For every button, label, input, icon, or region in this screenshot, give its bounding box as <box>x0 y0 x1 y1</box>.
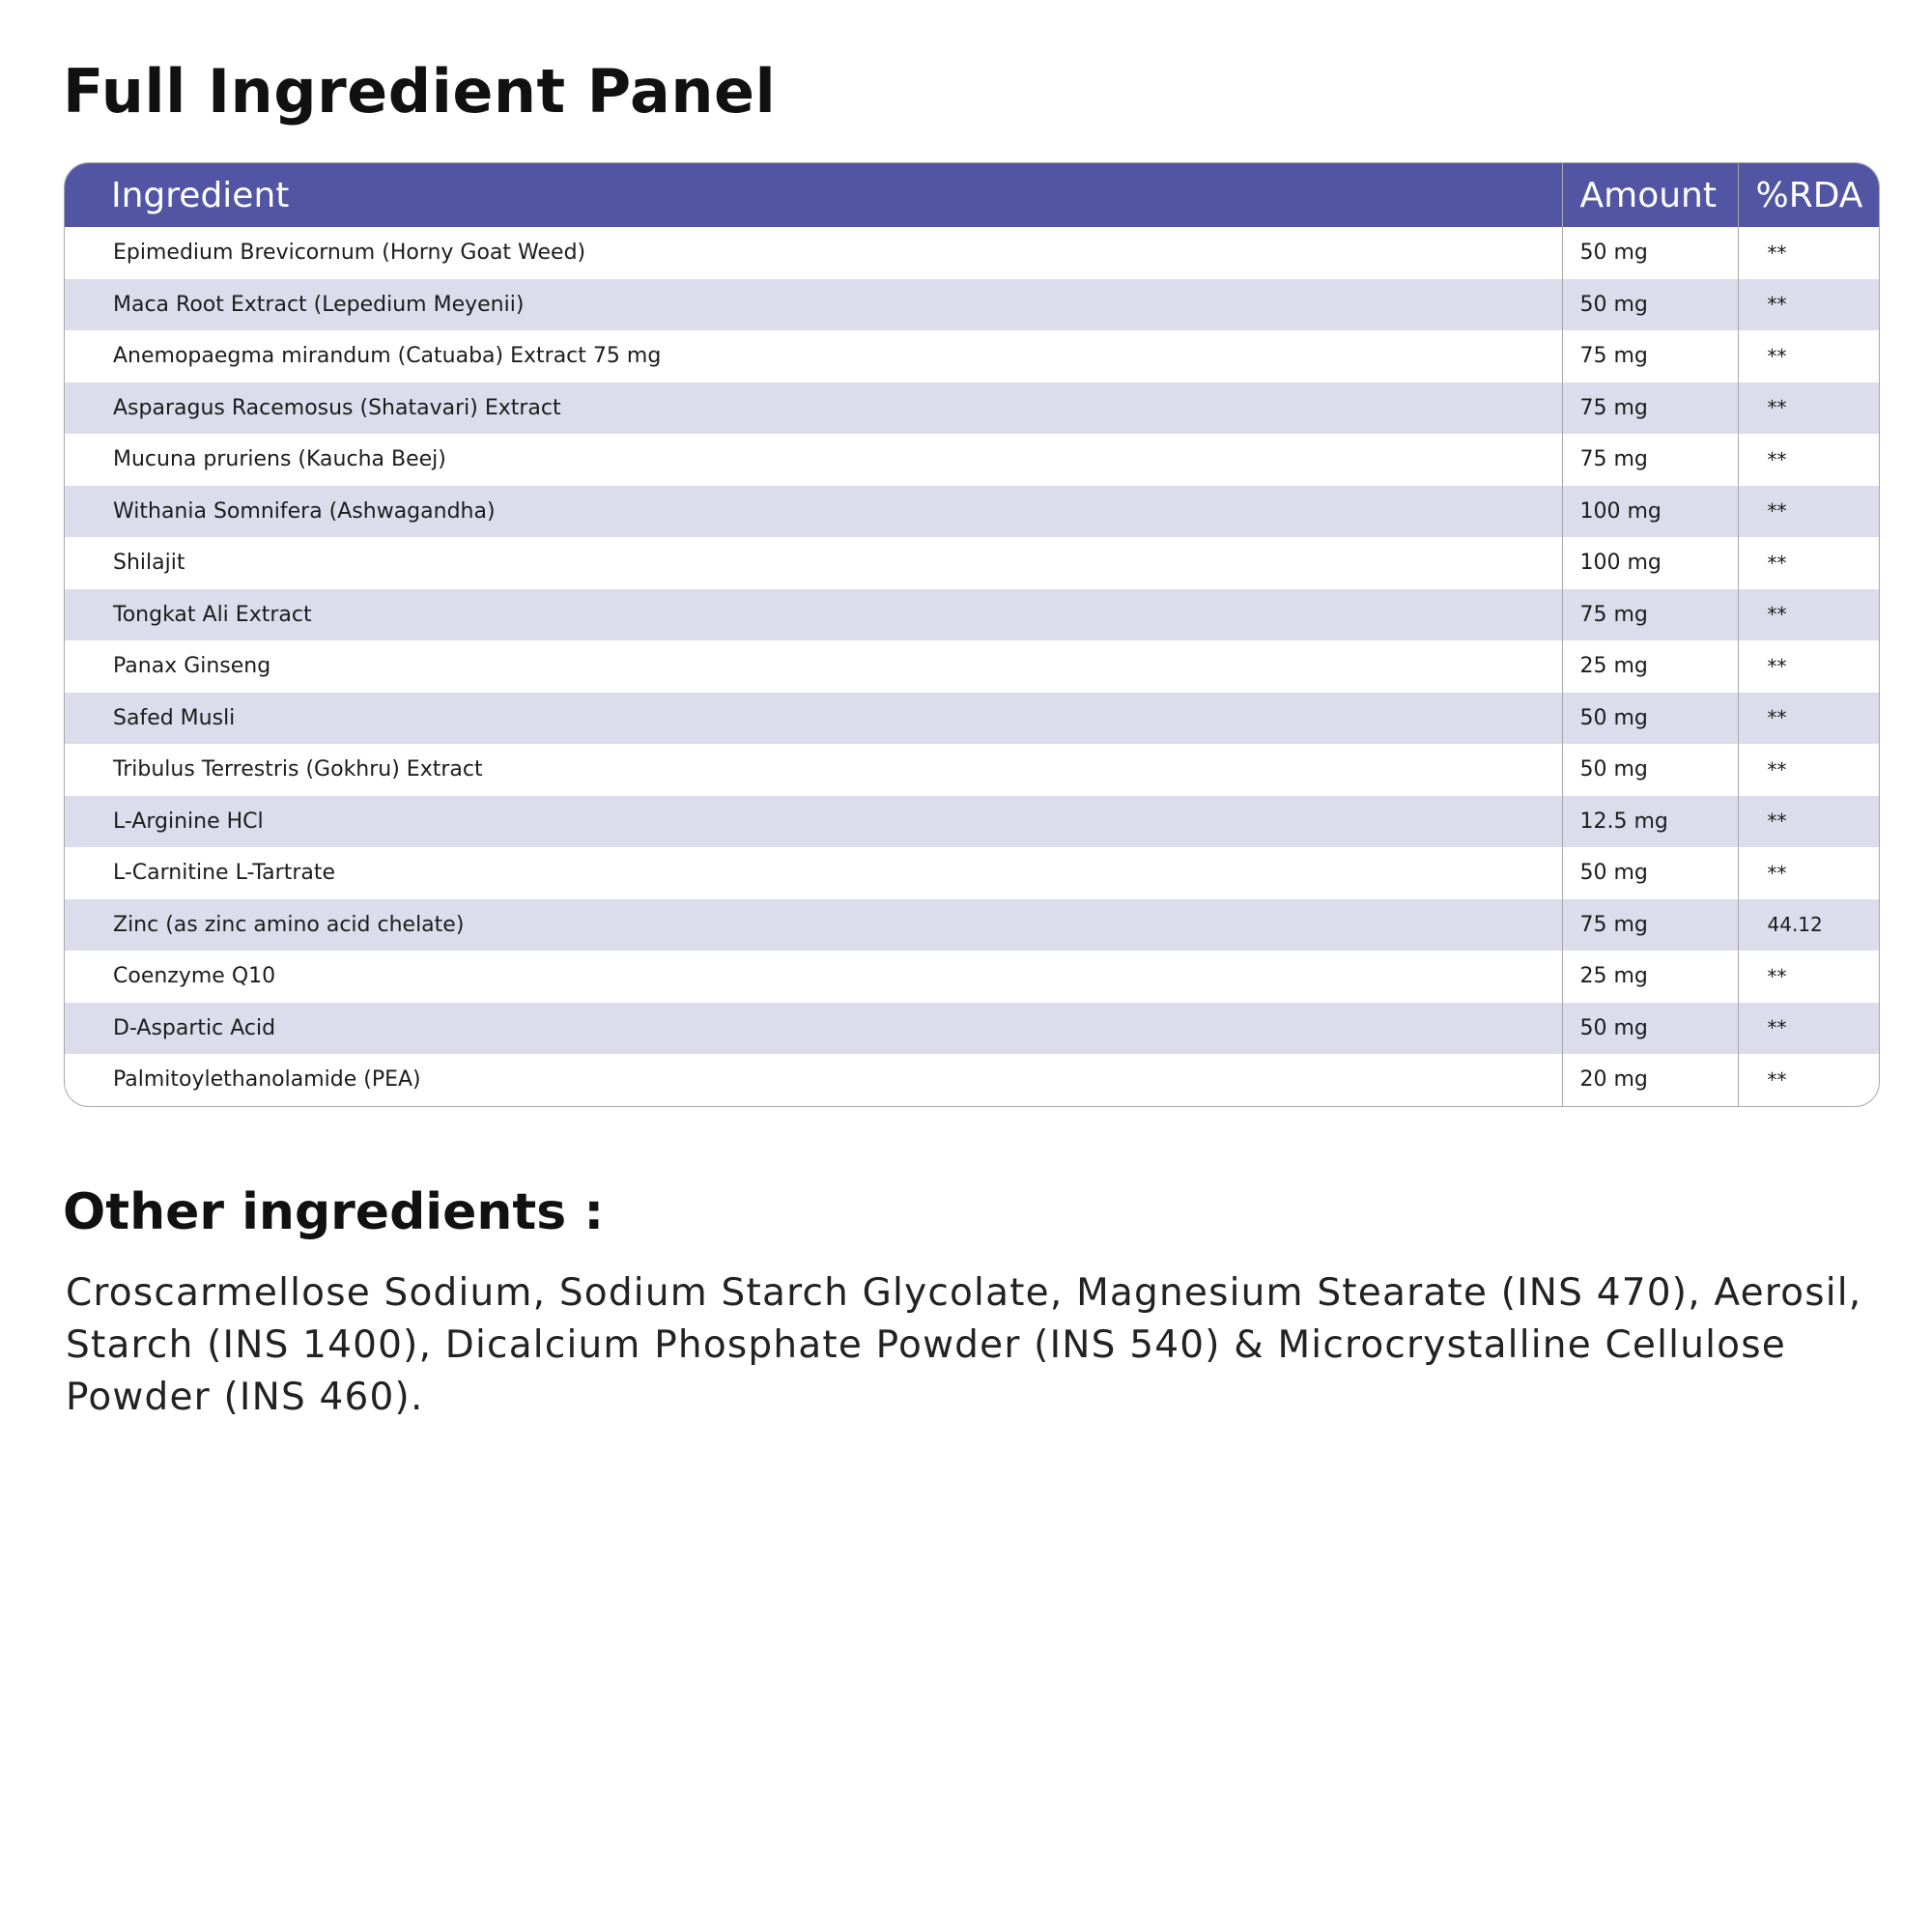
ingredient-name: Palmitoylethanolamide (PEA) <box>113 1067 421 1093</box>
table-row <box>65 537 1879 589</box>
ingredient-amount: 50 mg <box>1562 847 1738 899</box>
table-row <box>65 434 1879 486</box>
table-header-row <box>65 163 1879 227</box>
ingredient-rda: ** <box>1738 589 1879 641</box>
ingredient-rda: ** <box>1738 1054 1879 1106</box>
ingredient-name: Withania Somnifera (Ashwagandha) <box>65 486 1562 538</box>
ingredient-rda: 44.12 <box>1738 899 1879 952</box>
ingredient-name: Mucuna pruriens (Kaucha Beej) <box>113 447 446 472</box>
column-header-ingredient: Ingredient <box>65 163 1562 227</box>
ingredient-rda: ** <box>1738 486 1879 538</box>
column-header-rda: %RDA <box>1738 163 1879 227</box>
ingredient-name: Tongkat Ali Extract <box>65 589 1562 641</box>
ingredient-rda: ** <box>1738 434 1879 486</box>
ingredient-amount: 75 mg <box>1562 330 1738 383</box>
table-row <box>65 744 1879 796</box>
table-row <box>65 899 1879 952</box>
ingredient-rda: ** <box>1738 744 1879 796</box>
ingredient-name: Coenzyme Q10 <box>113 964 276 989</box>
ingredient-rda: ** <box>1738 279 1879 331</box>
table-row <box>65 383 1879 435</box>
ingredient-name: Shilajit <box>113 551 185 576</box>
ingredient-name: Anemopaegma mirandum (Catuaba) Extract 75 mg <box>113 344 662 369</box>
ingredient-amount: 75 mg <box>1562 383 1738 435</box>
ingredient-amount: 50 mg <box>1562 227 1738 279</box>
ingredient-amount: 100 mg <box>1562 537 1738 589</box>
table-row <box>65 1003 1879 1055</box>
ingredient-name: D-Aspartic Acid <box>65 1003 1562 1055</box>
ingredient-name: Safed Musli <box>65 693 1562 745</box>
ingredient-name: Asparagus Racemosus (Shatavari) Extract <box>65 383 1562 435</box>
table-row <box>65 796 1879 848</box>
table-row <box>65 227 1879 279</box>
ingredient-amount: 25 mg <box>1562 640 1738 693</box>
table-row <box>65 693 1879 745</box>
table-row <box>65 951 1879 1003</box>
ingredient-name: Panax Ginseng <box>113 654 271 679</box>
table-row <box>65 486 1879 538</box>
ingredient-amount: 50 mg <box>1562 744 1738 796</box>
ingredient-amount: 50 mg <box>1562 693 1738 745</box>
ingredient-rda: ** <box>1738 796 1879 848</box>
column-header-amount: Amount <box>1562 163 1738 227</box>
ingredient-amount: 25 mg <box>1562 951 1738 1003</box>
ingredient-rda: ** <box>1738 847 1879 899</box>
ingredient-rda: ** <box>1738 1003 1879 1055</box>
page-title: Full Ingredient Panel <box>63 56 777 127</box>
ingredient-amount: 100 mg <box>1562 486 1738 538</box>
ingredient-rda: ** <box>1738 537 1879 589</box>
table-row <box>65 589 1879 641</box>
ingredient-amount: 75 mg <box>1562 899 1738 952</box>
ingredient-name: Epimedium Brevicornum (Horny Goat Weed) <box>113 241 586 266</box>
other-ingredients-heading: Other ingredients : <box>63 1183 605 1241</box>
ingredient-panel <box>64 162 1880 1107</box>
ingredient-rda: ** <box>1738 951 1879 1003</box>
other-ingredients-text: Croscarmellose Sodium, Sodium Starch Glycolate, Magnesium Stearate (INS 470), Aerosil, Starch (INS 1400), Dicalcium Phosphate Powder (INS 540) & Microcrystalline Cellulose Powder (INS 460). <box>66 1271 1862 1419</box>
ingredient-name: Zinc (as zinc amino acid chelate) <box>65 899 1562 952</box>
ingredient-name: Maca Root Extract (Lepedium Meyenii) <box>65 279 1562 331</box>
table-row <box>65 847 1879 899</box>
ingredient-table <box>65 163 1879 1106</box>
ingredient-amount: 75 mg <box>1562 589 1738 641</box>
ingredient-amount: 75 mg <box>1562 434 1738 486</box>
ingredient-amount: 50 mg <box>1562 1003 1738 1055</box>
ingredient-name: L-Carnitine L-Tartrate <box>113 861 336 886</box>
ingredient-name: L-Arginine HCl <box>65 796 1562 848</box>
ingredient-amount: 50 mg <box>1562 279 1738 331</box>
table-row <box>65 330 1879 383</box>
table-row <box>65 640 1879 693</box>
ingredient-rda: ** <box>1738 383 1879 435</box>
ingredient-name: Tribulus Terrestris (Gokhru) Extract <box>113 757 483 782</box>
table-row <box>65 1054 1879 1106</box>
ingredient-rda: ** <box>1738 640 1879 693</box>
ingredient-amount: 12.5 mg <box>1562 796 1738 848</box>
ingredient-amount: 20 mg <box>1562 1054 1738 1106</box>
table-row <box>65 279 1879 331</box>
ingredient-rda: ** <box>1738 693 1879 745</box>
ingredient-rda: ** <box>1738 330 1879 383</box>
ingredient-rda: ** <box>1738 227 1879 279</box>
